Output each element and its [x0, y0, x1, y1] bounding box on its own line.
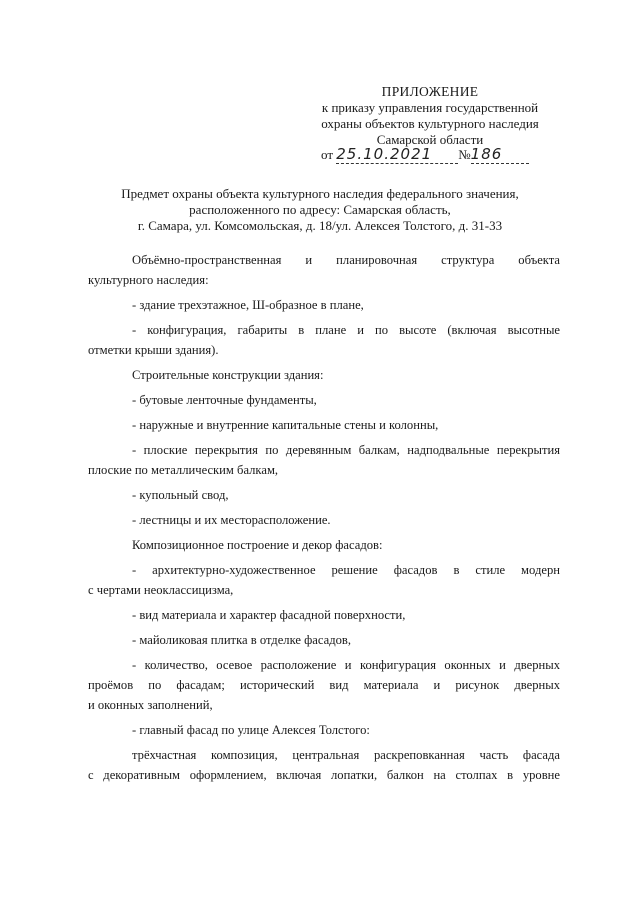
paragraph	[88, 535, 560, 555]
paragraph	[88, 745, 560, 785]
appendix-line: охраны объектов культурного наследия	[321, 116, 539, 131]
heading-line: Предмет охраны объекта культурного наследия федерального значения,	[121, 186, 519, 201]
paragraph-line: Композиционное построение и декор фасадов:	[132, 538, 383, 552]
date-prefix: от	[321, 147, 334, 162]
paragraph	[88, 320, 560, 360]
paragraph	[88, 560, 560, 600]
paragraph-line: культурного наследия:	[88, 273, 209, 287]
paragraph	[88, 720, 560, 740]
heading-line: расположенного по адресу: Самарская область,	[189, 202, 451, 217]
paragraph-line: трёхчастная композиция, центральная раскреповканная часть фасада	[132, 748, 560, 762]
paragraph	[88, 365, 560, 385]
paragraph-line: - бутовые ленточные фундаменты,	[132, 393, 317, 407]
order-date-handwritten: 25.10.2021	[336, 145, 433, 163]
order-number-handwritten: 186	[470, 145, 503, 163]
appendix-block	[300, 84, 560, 148]
paragraph-line: и оконных заполнений,	[88, 698, 213, 712]
paragraph	[88, 295, 560, 315]
paragraph	[88, 510, 560, 530]
paragraph-line: Строительные конструкции здания:	[132, 368, 324, 382]
paragraph-line: - купольный свод,	[132, 488, 229, 502]
paragraph-line: - вид материала и характер фасадной поверхности,	[132, 608, 406, 622]
paragraph-line: с чертами неоклассицизма,	[88, 583, 234, 597]
document-heading	[80, 186, 560, 234]
paragraph-line: - наружные и внутренние капитальные стены и колонны,	[132, 418, 439, 432]
paragraph-line: - конфигурация, габариты в плане и по высоте (включая высотные	[132, 323, 560, 337]
paragraph-line: - плоские перекрытия по деревянным балкам, надподвальные перекрытия	[132, 443, 560, 457]
paragraph-line: с декоративным оформлением, включая лопатки, балкон на столпах в уровне	[88, 768, 560, 782]
order-date-number-line	[321, 146, 529, 164]
paragraph-line: - главный фасад по улице Алексея Толстого:	[132, 723, 370, 737]
paragraph	[88, 605, 560, 625]
paragraph-line: - количество, осевое расположение и конфигурация оконных и дверных	[132, 658, 560, 672]
paragraph-line: - лестницы и их месторасположение.	[132, 513, 331, 527]
order-number-field	[471, 146, 529, 164]
paragraph	[88, 390, 560, 410]
paragraph-line: проёмов по фасадам; исторический вид материала и рисунок дверных	[88, 678, 560, 692]
paragraph-line: плоские по металлическим балкам,	[88, 463, 279, 477]
order-date-field	[336, 146, 458, 164]
paragraph	[88, 630, 560, 650]
document-body	[88, 250, 560, 785]
paragraph-line: - здание трехэтажное, Ш-образное в плане,	[132, 298, 364, 312]
paragraph-line: отметки крыши здания).	[88, 343, 219, 357]
paragraph	[88, 440, 560, 480]
paragraph	[88, 485, 560, 505]
paragraph	[88, 250, 560, 290]
paragraph-line: - майоликовая плитка в отделке фасадов,	[132, 633, 352, 647]
paragraph-line: Объёмно-пространственная и планировочная структура объекта	[132, 253, 560, 267]
number-prefix: №	[458, 147, 471, 162]
appendix-line: Самарской области	[376, 132, 484, 147]
appendix-line: к приказу управления государственной	[321, 100, 539, 115]
heading-line: г. Самара, ул. Комсомольская, д. 18/ул. Алексея Толстого, д. 31-33	[137, 218, 503, 233]
appendix-title: ПРИЛОЖЕНИЕ	[381, 84, 479, 99]
paragraph-line: - архитектурно-художественное решение фасадов в стиле модерн	[132, 563, 560, 577]
paragraph	[88, 655, 560, 715]
paragraph	[88, 415, 560, 435]
